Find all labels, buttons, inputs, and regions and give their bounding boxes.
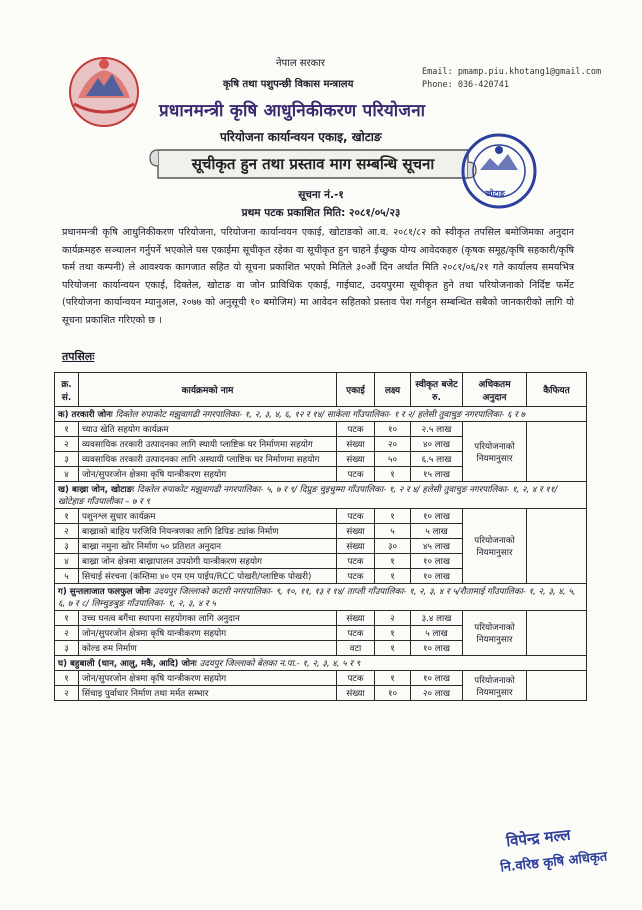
section-row <box>55 407 587 422</box>
header-program: कार्यक्रमको नाम <box>79 373 337 407</box>
implementation-unit: परियोजना कार्यान्वयन एकाइ, खोटाङ <box>220 130 382 144</box>
ministry-name: कृषि तथा पशुपन्छी विकास मन्त्रालय <box>223 79 354 90</box>
section-description: उदयपुर जिल्लाको कटारी नगरपालिका- ९, १०, ११, १३ र १४/ ताप्ली गाँउपालिका- १, २, ३, ४ र ५/रौतामाई गाँउपालिका- १, २, ३, ४, ५, ६, ७ र ८/ लिम्चुङबुङ गाँउपालिका- १, २, ३, ४ र ५ <box>58 587 576 609</box>
table-row <box>55 509 587 524</box>
row-budget: १० लाख <box>411 554 463 569</box>
row-budget: १० लाख <box>411 569 463 584</box>
row-target: २० <box>375 437 411 452</box>
row-max-grant: परियोजनाको नियमानुसार <box>463 611 527 656</box>
published-date: प्रथम पटक प्रकाशित मिति: २०८१/०५/२३ <box>241 207 401 219</box>
header-max-grant: अधिकतम अनुदान <box>463 373 527 407</box>
row-remarks <box>527 611 587 656</box>
section-label: ख) बाख्रा जोन, खोटाङः <box>58 485 134 495</box>
row-budget: १० लाख <box>411 509 463 524</box>
section-row <box>55 482 587 509</box>
row-target: १ <box>375 671 411 686</box>
row-max-grant: परियोजनाको नियमानुसार <box>463 509 527 584</box>
section-description: दिक्तेल रुपाकोट मझुवागढी नगरपालिका- ५, ७ र ९/ दिप्रुङ चुइचुम्मा गाँउपालिका- १, २ र ४/ हलेसी तुवाचुङ नगरपालिका- १, २, ४ र ११/ खोटेहाङ गाँउपालीका – ७ र ९ <box>58 485 558 507</box>
row-target: १ <box>375 467 411 482</box>
notice-paragraph: प्रधानमन्त्री कृषि आधुनिकीकरण परियोजना, परियोजना कार्यान्वयन एकाई, खोटाङको आ.व. २०८१/८२ को स्वीकृत तपसिल बमोजिमका अनुदान कार्यक्रमहरु सञ्चालन गर्नुपर्ने भएकोले यस एकाईमा सूचीकृत रहेका वा सूचीकृत हुन चाहने ईच्छुक योग्य आवेदकहरु (कृषक समूह/कृषि सहकारी/कृषि फर्म तथा कम्पनी) ले आवश्यक कागजात सहित यो सूचना प्रकाशित भएको मितिले ३०औं दिन अर्थात मिति २०८१/०६/२१ गते कार्यालय समयभित्र परियोजना कार्यान्वयन एकाई, दिक्तेल, खोटाङ वा जोन प्राविधिक एकाई, गाईघाट, उदयपुरमा सूचीकृत हुने तथा परियोजनाको निर्दिष्ट फर्मेट (परियोजना कार्यान्वयन म्यानुअल, २०७७ को अनुसूची १० बमोजिम) मा आवेदन सहितको प्रस्ताव पेश गर्नहुन सम्बन्धित सबैको जानकारीको लागि यो सूचना प्रकाशित गरिएको छ । <box>62 227 574 326</box>
row-max-grant: परियोजनाको नियमानुसार <box>463 671 527 701</box>
row-program-name: बाख्राको बाहिय परजिवि नियन्त्रणका लागि डिपिङ ट्यांक निर्माण <box>79 524 337 539</box>
row-sn: ४ <box>55 554 79 569</box>
table-row <box>55 671 587 686</box>
row-sn: ३ <box>55 539 79 554</box>
row-program-name: बाख्रा नमुना खोर निर्माण ५० प्रतिशत अनुदान <box>79 539 337 554</box>
notice-number: सूचना नं.-१ <box>298 189 344 201</box>
row-budget: १० लाख <box>411 671 463 686</box>
row-sn: १ <box>55 422 79 437</box>
row-sn: २ <box>55 626 79 641</box>
row-target: १० <box>375 686 411 701</box>
section-heading <box>55 482 587 509</box>
row-program-name: व्यवसायिक तरकारी उत्पादनका लागि अस्थायी प्लाष्टिक घर निर्माणमा सहयोग <box>79 452 337 467</box>
row-remarks <box>527 422 587 482</box>
row-unit: संख्या <box>337 437 375 452</box>
section-description: दिक्तेल रुपाकोट मझुवागढी नगरपालिका- १, २, ३, ४, ६, १२ र १४/ साकेला गाँउपालिका- १ र २/ हलेसी तुवाचुङ नगरपालिका- ६ र ७ <box>115 410 526 420</box>
row-target: ५० <box>375 452 411 467</box>
row-budget: ६.५ लाख <box>411 452 463 467</box>
row-program-name: पशुनश्ल सुधार कार्यक्रम <box>79 509 337 524</box>
notice-banner <box>148 144 478 184</box>
row-budget: ४५ लाख <box>411 539 463 554</box>
row-program-name: च्याउ खेति सहयोग कार्यक्रम <box>79 422 337 437</box>
row-unit: संख्या <box>337 452 375 467</box>
row-program-name: उच्च घनत्व बगैंचा स्थापना सहयोगका लागि अनुदान <box>79 611 337 626</box>
nepal-government-emblem <box>64 52 144 130</box>
row-budget: १० लाख <box>411 641 463 656</box>
row-sn: २ <box>55 524 79 539</box>
row-budget: ३.४ लाख <box>411 611 463 626</box>
row-unit: पटक <box>337 422 375 437</box>
row-unit: वटा <box>337 641 375 656</box>
row-target: ५ <box>375 524 411 539</box>
row-program-name: सिंचाइ पुर्वाधार निर्माण तथा मर्मत सम्भार <box>79 686 337 701</box>
row-sn: १ <box>55 611 79 626</box>
table-row <box>55 611 587 626</box>
row-unit: संख्या <box>337 611 375 626</box>
row-program-name: बाख्रा जोन क्षेत्रमा बाख्रापालन उपयोगी यान्त्रीकरण सहयोग <box>79 554 337 569</box>
section-row <box>55 656 587 671</box>
section-label: ग) सुन्तलाजात फलफुल जोनः <box>58 587 151 597</box>
row-program-name: जोन/सुपरजोन क्षेत्रमा कृषि यान्त्रीकरण सहयोग <box>79 467 337 482</box>
section-heading <box>55 407 587 422</box>
row-unit: पटक <box>337 467 375 482</box>
row-budget: ४० लाख <box>411 437 463 452</box>
row-remarks <box>527 671 587 701</box>
table-row <box>55 422 587 437</box>
row-unit: पटक <box>337 569 375 584</box>
program-table <box>54 372 587 701</box>
row-target: १ <box>375 626 411 641</box>
project-title: प्रधानमन्त्री कृषि आधुनिकीकरण परियोजना <box>159 101 426 121</box>
row-unit: संख्या <box>337 539 375 554</box>
row-target: १ <box>375 554 411 569</box>
row-budget: १५ लाख <box>411 467 463 482</box>
tapsil-heading: तपसिलः <box>62 350 95 363</box>
row-program-name: कोल्ड रुम निर्माण <box>79 641 337 656</box>
row-unit: संख्या <box>337 686 375 701</box>
row-target: २ <box>375 611 411 626</box>
row-target: १ <box>375 569 411 584</box>
stamp-text: खोटाङ <box>485 188 505 198</box>
header-target: लक्ष्य <box>375 373 411 407</box>
row-budget: २० लाख <box>411 686 463 701</box>
header-remarks: कैफियत <box>527 373 587 407</box>
section-label: क) तरकारी जोनः <box>58 410 113 420</box>
row-program-name: जोन/सुपरजोन क्षेत्रमा कृषि यान्त्रीकरण सहयोग <box>79 671 337 686</box>
row-sn: ४ <box>55 467 79 482</box>
row-unit: पटक <box>337 509 375 524</box>
row-sn: २ <box>55 437 79 452</box>
header-budget: स्वीकृत बजेट रु. <box>411 373 463 407</box>
section-label: घ) बहुबाली (धान, आलु, मकै, आदि) जोनः <box>58 659 197 669</box>
header-sn: क्र. सं. <box>55 373 79 407</box>
header-unit: एकाई <box>337 373 375 407</box>
row-sn: २ <box>55 686 79 701</box>
email-text: Email: pmamp.piu.khotang1@gmail.com <box>422 67 602 77</box>
row-budget: २.५ लाख <box>411 422 463 437</box>
row-program-name: व्यवसायिक तरकारी उत्पादनका लागि स्थायी प्लाष्टिक घर निर्माणमा सहयोग <box>79 437 337 452</box>
row-unit: संख्या <box>337 524 375 539</box>
row-unit: पटक <box>337 671 375 686</box>
notice-banner-title: सूचीकृत हुन तथा प्रस्ताव माग सम्बन्धि सूचना <box>191 155 435 173</box>
row-target: १ <box>375 509 411 524</box>
row-unit: पटक <box>337 626 375 641</box>
row-target: १ <box>375 641 411 656</box>
row-sn: १ <box>55 671 79 686</box>
section-description: उदयपुर जिल्लाको बेलका न.पा.- १, २, ३, ४, ५ र ९ <box>199 659 361 669</box>
phone-text: Phone: 036-420741 <box>422 80 509 90</box>
contact-info <box>422 66 601 92</box>
section-row <box>55 584 587 611</box>
row-sn: ३ <box>55 641 79 656</box>
row-sn: १ <box>55 509 79 524</box>
row-target: १० <box>375 422 411 437</box>
row-budget: ५ लाख <box>411 626 463 641</box>
row-remarks <box>527 509 587 584</box>
row-program-name: जोन/सुपरजोन क्षेत्रमा कृषि यान्त्रीकरण सहयोग <box>79 626 337 641</box>
row-max-grant: परियोजनाको नियमानुसार <box>463 422 527 482</box>
section-heading <box>55 656 587 671</box>
row-sn: ३ <box>55 452 79 467</box>
row-program-name: सिचाई संरचना (कम्तिमा ४० एम एम पाईप/RCC पोखरी/प्लाष्टिक पोखरी) <box>79 569 337 584</box>
signature-name: विपेन्द्र मल्ल <box>505 825 572 851</box>
row-unit: पटक <box>337 554 375 569</box>
row-sn: ५ <box>55 569 79 584</box>
section-heading <box>55 584 587 611</box>
row-target: ३० <box>375 539 411 554</box>
signature-title: नि.वरिष्ठ कृषि अधिकृत <box>499 849 608 876</box>
row-budget: ५ लाख <box>411 524 463 539</box>
government-name: नेपाल सरकार <box>276 58 325 69</box>
